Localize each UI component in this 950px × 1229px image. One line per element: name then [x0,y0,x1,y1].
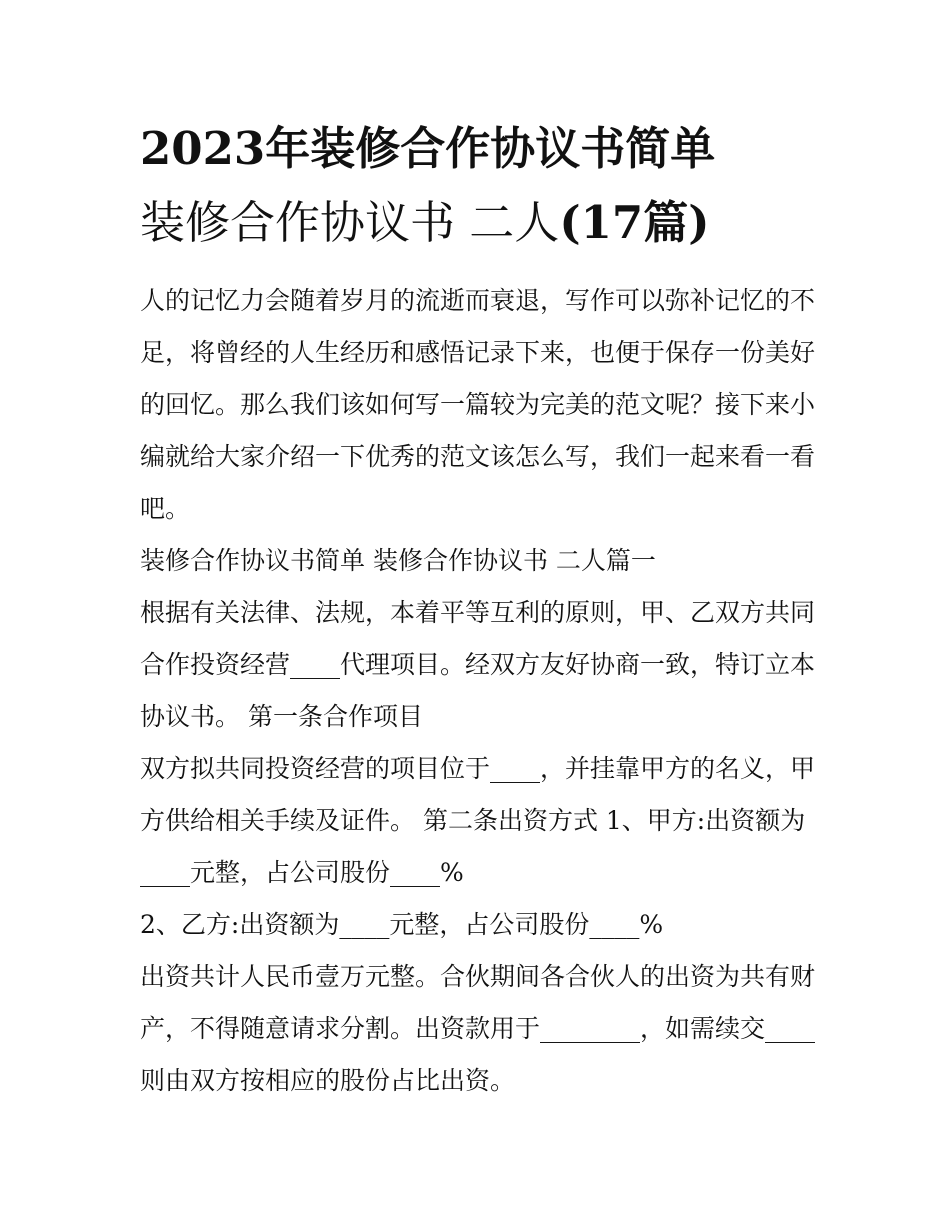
intro-paragraph [140,275,830,535]
title-line-1: 2023年装修合作协议书简单 [140,122,716,175]
text-line: 根据有关法律、法规，本着平等互利的原则，甲、乙双方共同 [140,598,816,627]
text-line: 产，不得随意请求分割。出资款用于________，如需续交____ [140,1014,816,1043]
text-line: 吧。 [140,494,191,523]
title-line-2 [140,186,840,260]
agreement-preamble [140,587,830,743]
text-line: 编就给大家介绍一下优秀的范文该怎么写，我们一起来看一看 [140,442,816,471]
party-b-contribution [140,899,830,951]
section-heading [140,535,830,587]
text-line: 双方拟共同投资经营的项目位于____，并挂靠甲方的名义，甲 [140,754,816,783]
text-line: 人的记忆力会随着岁月的流逝而衰退，写作可以弥补记忆的不 [140,286,816,315]
text-line: 合作投资经营____代理项目。经双方友好协商一致，特订立本 [140,650,816,679]
text-line: 装修合作协议书简单 装修合作协议书 二人篇一 [140,546,656,575]
title-line-2-count: (17篇) [559,196,710,249]
text-line: 2、乙方:出资额为____元整，占公司股份____% [140,910,664,939]
text-line: 则由双方按相应的股份占比出资。 [140,1066,516,1095]
text-line: 的回忆。那么我们该如何写一篇较为完美的范文呢？接下来小 [140,390,816,419]
text-line: ____元整，占公司股份____% [140,858,464,887]
document-body [140,275,830,1107]
text-line: 出资共计人民币壹万元整。合伙期间各合伙人的出资为共有财 [140,962,816,991]
capital-clause [140,951,830,1107]
text-line: 足，将曾经的人生经历和感悟记录下来，也便于保存一份美好 [140,338,816,367]
title-line-2-text: 装修合作协议书 二人 [140,196,560,249]
text-line: 方供给相关手续及证件。 第二条出资方式 1、甲方:出资额为 [140,806,806,835]
text-line: 协议书。 第一条合作项目 [140,702,423,731]
document-title [140,112,840,260]
project-clause [140,743,830,899]
